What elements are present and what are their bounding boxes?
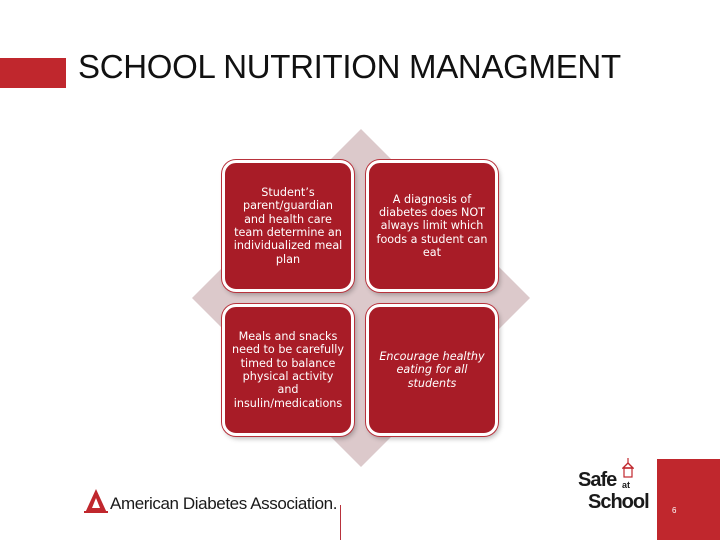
matrix-box-timing xyxy=(222,304,354,436)
safe-logo-line2: School xyxy=(588,491,649,513)
matrix-box-text: Student’s parent/guardian and health care team determine an individualized meal plan xyxy=(233,186,343,266)
footer-divider xyxy=(340,505,341,540)
slide-title: SCHOOL NUTRITION MANAGMENT xyxy=(78,48,621,85)
title-accent-bar xyxy=(0,58,66,88)
ada-logo-text: American Diabetes Association. xyxy=(110,494,338,513)
safe-logo-at: at xyxy=(621,480,630,490)
matrix-box-text: A diagnosis of diabetes does NOT always limit which foods a student can eat xyxy=(376,192,488,259)
matrix-box-meal-plan xyxy=(222,160,354,292)
matrix-box-diagnosis xyxy=(366,160,498,292)
corner-accent xyxy=(657,459,720,540)
ada-triangle-icon xyxy=(84,488,108,514)
page-number: 6 xyxy=(672,506,677,515)
safe-at-school-logo xyxy=(578,458,649,516)
matrix-box-text: Meals and snacks need to be carefully timed to balance physical activity and insulin/medications xyxy=(232,330,344,410)
safe-logo-line1: Safe xyxy=(578,469,617,491)
matrix-box-healthy-eating xyxy=(366,304,498,436)
matrix-box-text: Encourage healthy eating for all students xyxy=(379,350,485,390)
schoolhouse-icon xyxy=(622,458,634,478)
ada-logo xyxy=(84,488,337,514)
